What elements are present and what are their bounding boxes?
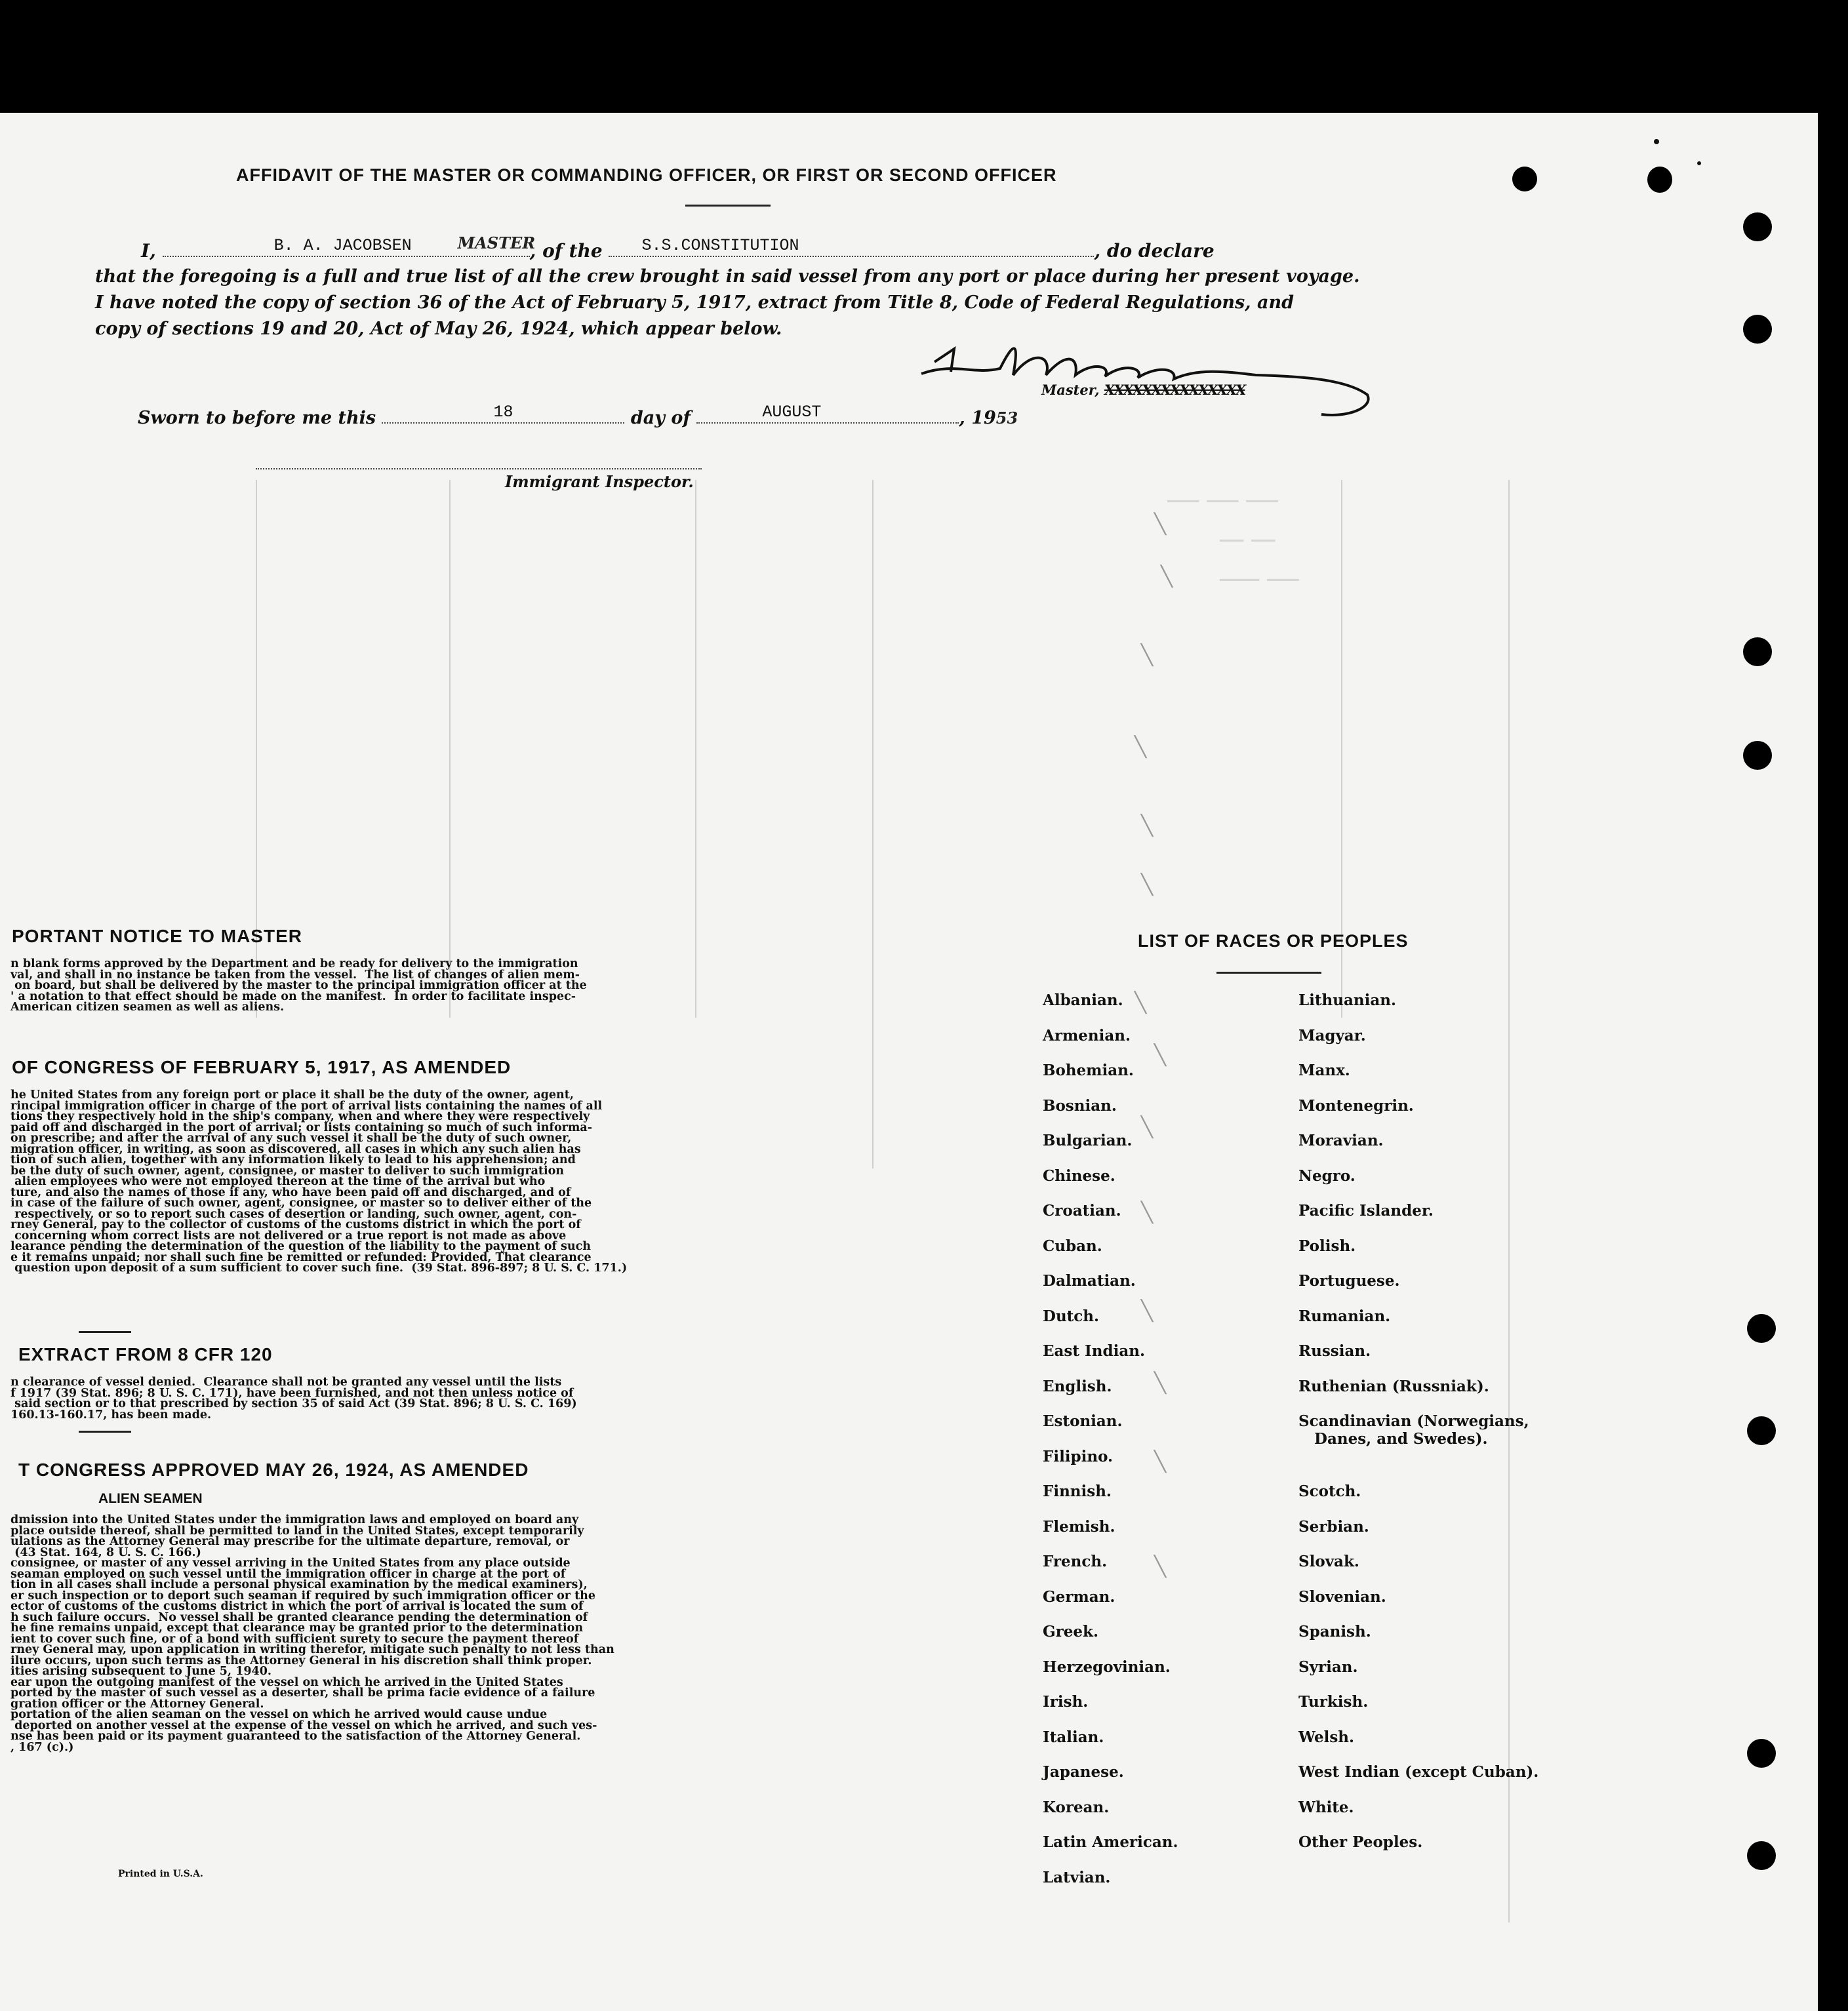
race-item: Latvian. <box>1043 1868 1111 1886</box>
race-item: East Indian. <box>1043 1342 1145 1360</box>
do-declare-label: , do declare <box>1094 240 1215 262</box>
race-item: Slovak. <box>1298 1553 1359 1570</box>
sworn-prefix: Sworn to before me this <box>138 408 376 428</box>
race-item: Chinese. <box>1043 1166 1115 1185</box>
sworn-year: 53 <box>995 408 1018 428</box>
section-rule <box>79 1331 131 1333</box>
race-item: Croatian. <box>1043 1202 1121 1220</box>
race-item: Armenian. <box>1043 1026 1131 1045</box>
punch-hole <box>1647 167 1672 193</box>
document-page <box>0 113 1818 2011</box>
punch-hole <box>1743 315 1772 344</box>
declaration-line-1 <box>141 233 1215 262</box>
punch-hole <box>1743 212 1772 241</box>
check-mark: ╲ <box>1135 736 1147 759</box>
race-item: Serbian. <box>1298 1517 1369 1536</box>
vessel-field <box>609 236 1094 257</box>
race-item: Albanian. <box>1043 991 1123 1009</box>
race-item: French. <box>1043 1553 1108 1570</box>
sworn-line <box>138 403 1018 428</box>
race-item: Bohemian. <box>1043 1062 1134 1079</box>
race-item: Spanish. <box>1298 1623 1371 1641</box>
race-item: Cuban. <box>1043 1237 1102 1255</box>
act-1924-text: dmission into the United States under the immigration laws and employed on board any place outside thereof, shall be permitted to land in the United States, except temporarily ulations as the Attorney General may prescribe for the ultimate departure, removal, or (43 Stat. 164, 8 U. S. C. 166.) consignee, or master of any vessel arriving in the United States from any place outside seaman employed on such vessel until the immigration officer in charge at the port of tion in all cases shall include a personal physical examination by the medical examiners), er such inspection or to deport such seaman if required by such immigration officer or the ector of customs of the customs district in which the port of arrival is located the sum of h such failure occurs. No vessel shall be granted clearance pending the determination of he fine remains unpaid, except that clearance may be granted prior to the determination ient to cover such fine, or of a bond with sufficient surety to secure the payment thereof rney General may, upon application in writing therefor, mitigate such penalty to not less than ilure occurs, upon such terms as the Attorney General in his discretion shall think proper. ities arising subsequent to June 5, 1940. ear upon the outgoing manifest of the vessel on which he arrived in the United States ported by the master of such vessel as a deserter, shall be prima facie evidence of a failure gration officer or the Attorney General. portation of the alien seaman on the vessel on which he arrived would cause undue deported on another vessel at the expense of the vessel on which he arrived, and such ves- nse has been paid or its payment guaranteed to the satisfaction of the Attorney General. , 167 (c).) <box>10 1513 614 1754</box>
check-mark: ╲ <box>1154 1450 1167 1473</box>
race-item: Rumanian. <box>1298 1307 1391 1325</box>
master-name: B. A. JACOBSEN <box>273 236 412 255</box>
race-item: Greek. <box>1043 1623 1098 1641</box>
struck-title: XXXXXXXXXXXXXXX <box>1104 382 1245 398</box>
race-item: Dutch. <box>1043 1307 1100 1325</box>
race-item: English. <box>1043 1377 1112 1395</box>
race-item: Latin American. <box>1043 1833 1178 1851</box>
act-1917-text: he United States from any foreign port or place it shall be the duty of the owner, agent, rincipal immigration officer in charge of the port of arrival lists containing the names of all tions they respectively hold in the ship's company, when and where they were respectively paid off and discharged in the port of arrival; or lists containing so much of such informa- on prescribe; and after the arrival of any such vessel it shall be the duty of such owner, migration officer, in writing, as soon as discovered, all cases in which any such alien has tion of such alien, together with any information likely to lead to his apprehension; and be the duty of such owner, agent, consignee, or master to deliver to such immigration alien employees who were not employed thereon at the time of the arrival but who ture, and also the names of those if any, who have been paid off and discharged, and of in case of the failure of such owner, agent, consignee, or master so to deliver either of the respectively, or so to report such cases of desertion or landing, such owner, agent, con- rney General, pay to the collector of customs of the customs district in which the port of concerning whom correct lists are not delivered or a true report is not made as above learance pending the determination of the question of the liability to the payment of such e it remains unpaid; nor shall such fine be remitted or refunded: Provided, That clearance question upon deposit of a sum sufficient to cover such fine. (39 Stat. 896-897; 8 U. S. C. 171.) <box>10 1088 628 1275</box>
races-title-rule <box>1216 972 1321 974</box>
column-rule <box>449 480 451 1018</box>
races-title: LIST OF RACES OR PEOPLES <box>1138 931 1409 951</box>
punch-hole <box>1747 1841 1776 1870</box>
punch-hole <box>1747 1416 1776 1445</box>
check-mark: ╲ <box>1141 644 1154 667</box>
notice-paragraph: n blank forms approved by the Department and be ready for delivery to the immigration val, and shall in no instance be taken from the vessel. The list of changes of alien mem- on board, but shall be delivered by the master to the principal immigration officer at the ' a notation to that effect should be made on the manifest. In order to facilitate inspec- American citizen seamen as well as aliens. <box>10 957 587 1014</box>
punch-hole <box>1512 167 1537 191</box>
column-rule <box>695 480 696 1018</box>
race-item: Portuguese. <box>1298 1272 1400 1290</box>
inspector-label: Immigrant Inspector. <box>505 472 694 491</box>
check-mark: ╲ <box>1154 1044 1167 1067</box>
race-item: Polish. <box>1298 1237 1356 1255</box>
day-field <box>382 403 624 424</box>
bleed-through-text: ▁▁▁▁▁ ▁▁▁▁ <box>1220 567 1299 582</box>
race-item: Russian. <box>1298 1342 1371 1360</box>
race-item: Manx. <box>1298 1062 1350 1079</box>
declaration-line-4: copy of sections 19 and 20, Act of May 26, 1924, which appear below. <box>95 319 782 339</box>
bleed-through-text: ▁▁▁▁ ▁▁▁▁ ▁▁▁▁ <box>1167 488 1278 504</box>
check-mark: ╲ <box>1154 1372 1167 1395</box>
check-mark: ╲ <box>1141 1300 1154 1323</box>
race-item: Turkish. <box>1298 1693 1369 1711</box>
race-item: Italian. <box>1043 1728 1104 1746</box>
check-mark: ╲ <box>1135 991 1147 1014</box>
inspector-signature-line <box>256 468 702 469</box>
race-item: White. <box>1298 1798 1354 1816</box>
declaration-line-2: that the foregoing is a full and true list of all the crew brought in said vessel from any port or place during her present voyage. <box>95 266 1360 287</box>
ink-speck <box>1697 161 1701 165</box>
race-item: Moravian. <box>1298 1132 1384 1149</box>
check-mark: ╲ <box>1141 1201 1154 1224</box>
race-item: Negro. <box>1298 1166 1356 1185</box>
race-item: Irish. <box>1043 1693 1089 1711</box>
month-field <box>696 403 959 424</box>
race-item: Montenegrin. <box>1298 1096 1414 1115</box>
ink-speck <box>1654 139 1659 144</box>
check-mark: ╲ <box>1141 1116 1154 1139</box>
printed-in-usa: Printed in U.S.A. <box>118 1869 203 1879</box>
race-item: Other Peoples. <box>1298 1833 1423 1851</box>
name-field <box>163 233 536 257</box>
race-item: Slovenian. <box>1298 1587 1386 1606</box>
race-item: Scandinavian (Norwegians, Danes, and Swedes). <box>1298 1412 1529 1448</box>
race-item: German. <box>1043 1587 1115 1606</box>
act-1917-heading: OF CONGRESS OF FEBRUARY 5, 1917, AS AMENDED <box>12 1057 512 1077</box>
of-the-label: , of the <box>529 240 603 262</box>
alien-seamen-subheading: ALIEN SEAMEN <box>98 1491 203 1506</box>
cfr-text: n clearance of vessel denied. Clearance shall not be granted any vessel until the lists f 1917 (39 Stat. 896; 8 U. S. C. 171), have been furnished, and not then unless notice of said section or to that prescribed by section 35 of said Act (39 Stat. 896; 8 U. S. C. 169) 160.13-160.17, has been made. <box>10 1376 577 1422</box>
race-item: Herzegovinian. <box>1043 1658 1171 1676</box>
affidavit-title: AFFIDAVIT OF THE MASTER OR COMMANDING OFFICER, OR FIRST OR SECOND OFFICER <box>236 165 1057 185</box>
bleed-through-text: ▁▁▁ ▁▁▁ <box>1220 528 1276 543</box>
check-mark: ╲ <box>1141 814 1154 837</box>
check-mark: ╲ <box>1161 565 1173 588</box>
race-item: Lithuanian. <box>1298 991 1396 1009</box>
race-item: Finnish. <box>1043 1483 1112 1500</box>
master-label: Master, <box>1041 382 1100 398</box>
cfr-heading: EXTRACT FROM 8 CFR 120 <box>18 1344 273 1364</box>
race-item: Bosnian. <box>1043 1096 1117 1115</box>
race-item: Filipino. <box>1043 1447 1114 1465</box>
race-item: West Indian (except Cuban). <box>1298 1763 1539 1781</box>
race-item: Magyar. <box>1298 1026 1366 1045</box>
master-rank: MASTER <box>457 233 536 252</box>
act-1924-heading: T CONGRESS APPROVED MAY 26, 1924, AS AMENDED <box>18 1460 529 1480</box>
punch-hole <box>1743 637 1772 666</box>
punch-hole <box>1747 1314 1776 1343</box>
signature-caption <box>1041 382 1245 398</box>
check-mark: ╲ <box>1141 873 1154 896</box>
race-item: Bulgarian. <box>1043 1132 1133 1149</box>
declaration-line-3: I have noted the copy of section 36 of the Act of February 5, 1917, extract from Title 8, Code of Federal Regulations, and <box>95 292 1294 313</box>
punch-hole <box>1747 1739 1776 1768</box>
sworn-month: AUGUST <box>762 403 822 422</box>
race-item: Ruthenian (Russniak). <box>1298 1377 1489 1395</box>
year-prefix: , 19 <box>959 408 996 428</box>
section-rule <box>79 1431 131 1433</box>
declaration-prefix: I, <box>141 240 156 262</box>
race-item: Dalmatian. <box>1043 1272 1136 1290</box>
race-item: Korean. <box>1043 1798 1110 1816</box>
race-item: Syrian. <box>1298 1658 1358 1676</box>
race-item: Pacific Islander. <box>1298 1202 1434 1220</box>
column-rule <box>872 480 874 1168</box>
check-mark: ╲ <box>1154 513 1167 536</box>
race-item: Estonian. <box>1043 1412 1123 1430</box>
vessel-name: S.S.CONSTITUTION <box>641 236 799 255</box>
race-item: Scotch. <box>1298 1483 1361 1500</box>
title-rule <box>685 205 771 207</box>
notice-heading: PORTANT NOTICE TO MASTER <box>12 926 302 946</box>
race-item: Flemish. <box>1043 1517 1115 1536</box>
race-item: Welsh. <box>1298 1728 1355 1746</box>
sworn-day: 18 <box>493 403 513 422</box>
check-mark: ╲ <box>1154 1555 1167 1578</box>
day-of-label: day of <box>630 408 691 428</box>
punch-hole <box>1743 741 1772 770</box>
race-item: Japanese. <box>1043 1763 1124 1781</box>
column-rule <box>1508 480 1510 1922</box>
